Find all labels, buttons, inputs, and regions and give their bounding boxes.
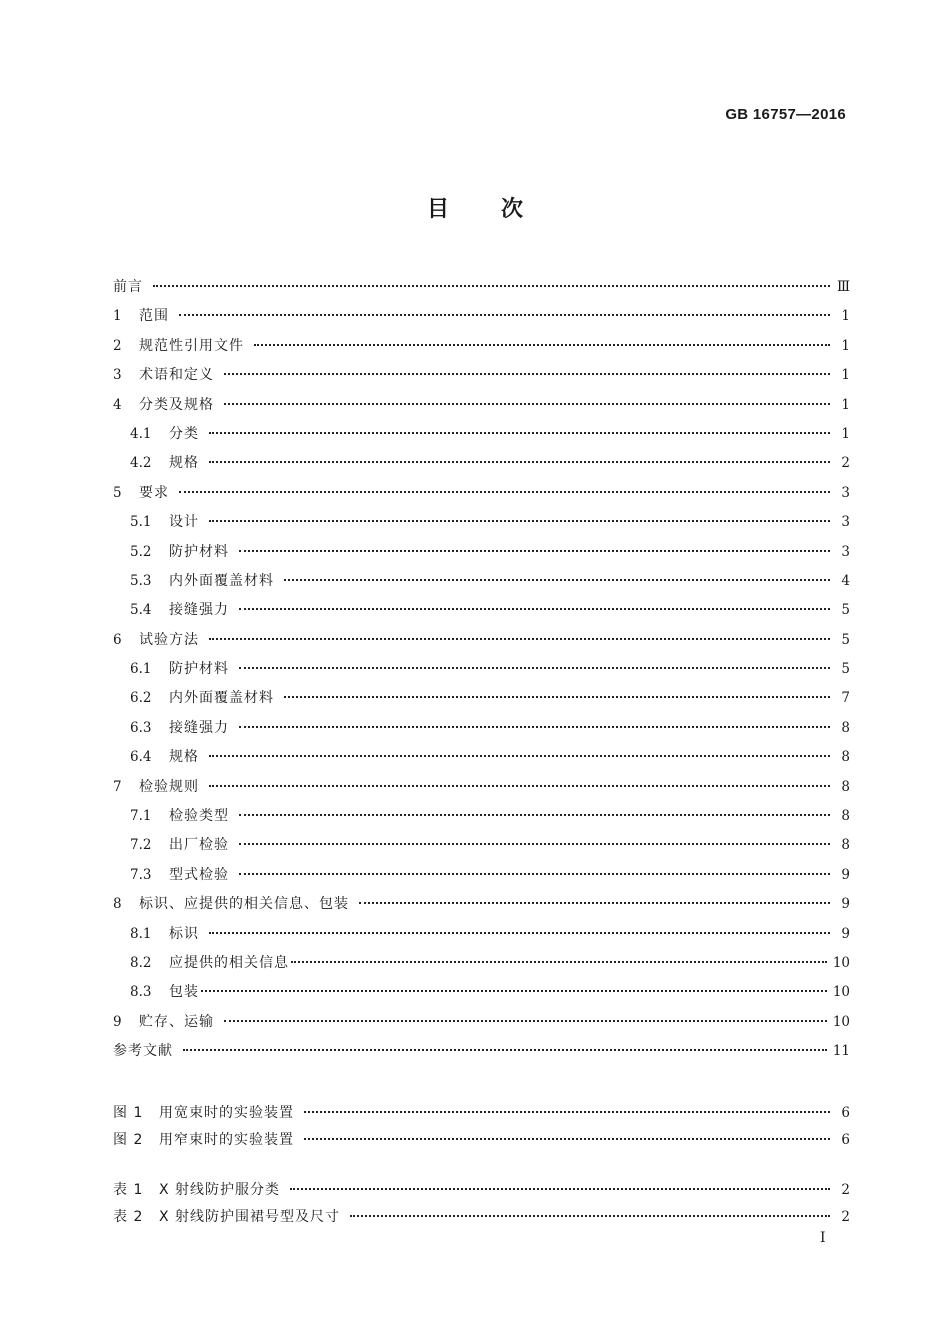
toc-entry-page: 11 xyxy=(832,1043,850,1060)
toc-entry-number: 5.1 xyxy=(130,514,152,531)
toc-entry-bibliography[interactable] xyxy=(113,1040,850,1069)
toc-entry-number: 8.1 xyxy=(130,925,152,942)
toc-entry-5[interactable] xyxy=(113,482,850,511)
dot-leader xyxy=(350,1215,830,1217)
toc-entry-number: 4 xyxy=(113,396,122,413)
table-entry-2[interactable] xyxy=(113,1206,850,1233)
toc-entry-6-2[interactable] xyxy=(113,687,850,716)
toc-entry-page: 1 xyxy=(841,396,850,413)
toc-entry-page: 1 xyxy=(841,367,850,384)
table-of-contents xyxy=(113,276,850,1070)
toc-entry-title: 型式检验 xyxy=(169,866,229,883)
toc-entry-page: 4 xyxy=(841,572,850,589)
dot-leader xyxy=(304,1111,830,1113)
toc-entry-number: 8.3 xyxy=(130,984,152,1001)
toc-entry-page: 8 xyxy=(841,719,850,736)
toc-entry-number: 7.2 xyxy=(130,837,152,854)
toc-entry-title: 贮存、运输 xyxy=(139,1013,214,1030)
figure-entry-2[interactable] xyxy=(113,1129,850,1156)
figure-number: 图 2 xyxy=(113,1132,144,1148)
toc-entry-title: 分类及规格 xyxy=(139,396,214,413)
list-of-figures xyxy=(113,1102,850,1156)
dot-leader xyxy=(239,608,830,610)
toc-entry-7[interactable] xyxy=(113,776,850,805)
toc-entry-title: 内外面覆盖材料 xyxy=(169,690,274,707)
table-title: X 射线防护服分类 xyxy=(159,1182,281,1198)
toc-entry-page: 3 xyxy=(841,484,850,501)
dot-leader xyxy=(284,579,830,581)
toc-entry-9[interactable] xyxy=(113,1011,850,1040)
toc-entry-title: 要求 xyxy=(139,484,169,501)
toc-entry-8-3[interactable] xyxy=(113,981,850,1010)
table-page: 2 xyxy=(841,1209,850,1225)
toc-entry-7-2[interactable] xyxy=(113,834,850,863)
toc-entry-title: 前言 xyxy=(113,279,143,295)
dot-leader xyxy=(224,1020,827,1022)
dot-leader xyxy=(179,491,830,493)
toc-entry-number: 9 xyxy=(113,1013,122,1030)
dot-leader xyxy=(209,932,830,934)
table-entry-1[interactable] xyxy=(113,1179,850,1206)
toc-entry-number: 6.1 xyxy=(130,661,152,678)
figure-entry-1[interactable] xyxy=(113,1102,850,1129)
toc-entry-8-1[interactable] xyxy=(113,923,850,952)
toc-entry-page: 9 xyxy=(841,866,850,883)
toc-entry-page: 2 xyxy=(841,455,850,472)
dot-leader xyxy=(254,344,830,346)
toc-entry-page: 8 xyxy=(841,749,850,766)
figure-page: 6 xyxy=(841,1132,850,1148)
toc-entry-5-4[interactable] xyxy=(113,599,850,628)
dot-leader xyxy=(239,843,830,845)
dot-leader xyxy=(153,285,830,287)
toc-entry-4[interactable] xyxy=(113,394,850,423)
toc-entry-5-3[interactable] xyxy=(113,570,850,599)
table-number: 表 2 xyxy=(113,1209,144,1225)
figure-number: 图 1 xyxy=(113,1105,144,1121)
toc-entry-number: 2 xyxy=(113,337,122,354)
toc-entry-page: 5 xyxy=(841,661,850,678)
toc-entry-number: 4.2 xyxy=(130,455,152,472)
dot-leader xyxy=(209,755,830,757)
dot-leader xyxy=(284,696,830,698)
dot-leader xyxy=(209,785,830,787)
toc-entry-page: 10 xyxy=(832,954,850,971)
dot-leader xyxy=(239,667,830,669)
toc-entry-title: 出厂检验 xyxy=(169,837,229,854)
toc-entry-title: 防护材料 xyxy=(169,543,229,560)
toc-entry-title: 分类 xyxy=(169,425,199,442)
dot-leader xyxy=(239,873,830,875)
table-title: X 射线防护围裙号型及尺寸 xyxy=(159,1209,341,1225)
toc-entry-1[interactable] xyxy=(113,305,850,334)
dot-leader xyxy=(209,461,830,463)
toc-entry-number: 5.4 xyxy=(130,602,152,619)
toc-entry-6-3[interactable] xyxy=(113,717,850,746)
page-folio: I xyxy=(820,1230,826,1246)
dot-leader xyxy=(224,403,830,405)
toc-entry-page: 1 xyxy=(841,308,850,325)
toc-entry-page: 9 xyxy=(841,925,850,942)
toc-entry-number: 5.2 xyxy=(130,543,152,560)
toc-entry-title: 设计 xyxy=(169,514,199,531)
toc-entry-number: 6.2 xyxy=(130,690,152,707)
toc-entry-page: 10 xyxy=(832,1013,850,1030)
toc-entry-6-1[interactable] xyxy=(113,658,850,687)
toc-entry-foreword[interactable] xyxy=(113,276,850,305)
toc-entry-8-2[interactable] xyxy=(113,952,850,981)
toc-entry-2[interactable] xyxy=(113,335,850,364)
toc-entry-title: 规范性引用文件 xyxy=(139,337,244,354)
toc-entry-title: 参考文献 xyxy=(113,1043,173,1060)
dot-leader xyxy=(291,961,827,963)
table-number: 表 1 xyxy=(113,1182,144,1198)
toc-entry-number: 8.2 xyxy=(130,954,152,971)
list-of-tables xyxy=(113,1179,850,1233)
toc-entry-page: 1 xyxy=(841,425,850,442)
toc-entry-number: 1 xyxy=(113,308,122,325)
toc-entry-title: 包装 xyxy=(169,984,199,1001)
standard-number: GB 16757—2016 xyxy=(725,106,846,123)
dot-leader xyxy=(359,902,830,904)
toc-entry-title: 内外面覆盖材料 xyxy=(169,572,274,589)
figure-title: 用窄束时的实验装置 xyxy=(159,1132,294,1148)
toc-entry-page: 1 xyxy=(841,337,850,354)
dot-leader xyxy=(183,1049,827,1051)
toc-entry-title: 标识、应提供的相关信息、包装 xyxy=(139,896,349,913)
toc-entry-page: 8 xyxy=(841,808,850,825)
dot-leader xyxy=(290,1188,830,1190)
toc-entry-number: 7 xyxy=(113,778,122,795)
toc-entry-number: 6 xyxy=(113,631,122,648)
toc-entry-title: 范围 xyxy=(139,308,169,325)
toc-entry-number: 5 xyxy=(113,484,122,501)
toc-entry-title: 规格 xyxy=(169,749,199,766)
toc-entry-page: 7 xyxy=(841,690,850,707)
dot-leader xyxy=(209,638,830,640)
table-page: 2 xyxy=(841,1182,850,1198)
toc-entry-4-1[interactable] xyxy=(113,423,850,452)
toc-entry-5-2[interactable] xyxy=(113,541,850,570)
toc-entry-number: 4.1 xyxy=(130,425,152,442)
toc-entry-5-1[interactable] xyxy=(113,511,850,540)
toc-entry-number: 6.4 xyxy=(130,749,152,766)
toc-entry-number: 5.3 xyxy=(130,572,152,589)
dot-leader xyxy=(239,726,830,728)
toc-entry-title: 检验类型 xyxy=(169,808,229,825)
toc-entry-6-4[interactable] xyxy=(113,746,850,775)
toc-entry-page: 10 xyxy=(832,984,850,1001)
toc-entry-3[interactable] xyxy=(113,364,850,393)
toc-entry-6[interactable] xyxy=(113,629,850,658)
toc-entry-7-3[interactable] xyxy=(113,864,850,893)
toc-entry-title: 规格 xyxy=(169,455,199,472)
figure-page: 6 xyxy=(841,1105,850,1121)
toc-entry-page: 8 xyxy=(841,837,850,854)
toc-entry-page: 9 xyxy=(841,896,850,913)
toc-entry-page: 3 xyxy=(841,543,850,560)
toc-entry-number: 7.1 xyxy=(130,808,152,825)
dot-leader xyxy=(239,550,830,552)
toc-entry-title: 防护材料 xyxy=(169,661,229,678)
toc-entry-title: 试验方法 xyxy=(139,631,199,648)
page-title: 目次 xyxy=(426,197,575,222)
figure-title: 用宽束时的实验装置 xyxy=(159,1105,294,1121)
toc-entry-page: 5 xyxy=(841,631,850,648)
toc-entry-page: Ⅲ xyxy=(836,279,850,295)
dot-leader xyxy=(224,373,830,375)
toc-entry-title: 标识 xyxy=(169,925,199,942)
toc-entry-title: 检验规则 xyxy=(139,778,199,795)
toc-entry-page: 3 xyxy=(841,514,850,531)
toc-entry-title: 应提供的相关信息 xyxy=(169,954,289,971)
dot-leader xyxy=(304,1138,830,1140)
toc-entry-number: 3 xyxy=(113,367,122,384)
dot-leader xyxy=(201,990,827,992)
toc-entry-8[interactable] xyxy=(113,893,850,922)
toc-entry-4-2[interactable] xyxy=(113,452,850,481)
dot-leader xyxy=(239,814,830,816)
toc-entry-7-1[interactable] xyxy=(113,805,850,834)
toc-entry-page: 8 xyxy=(841,778,850,795)
toc-entry-number: 6.3 xyxy=(130,719,152,736)
toc-entry-number: 8 xyxy=(113,896,122,913)
toc-entry-title: 接缝强力 xyxy=(169,602,229,619)
toc-entry-number: 7.3 xyxy=(130,866,152,883)
dot-leader xyxy=(209,432,830,434)
toc-entry-page: 5 xyxy=(841,602,850,619)
toc-entry-title: 接缝强力 xyxy=(169,719,229,736)
toc-entry-title: 术语和定义 xyxy=(139,367,214,384)
dot-leader xyxy=(179,314,830,316)
dot-leader xyxy=(209,520,830,522)
